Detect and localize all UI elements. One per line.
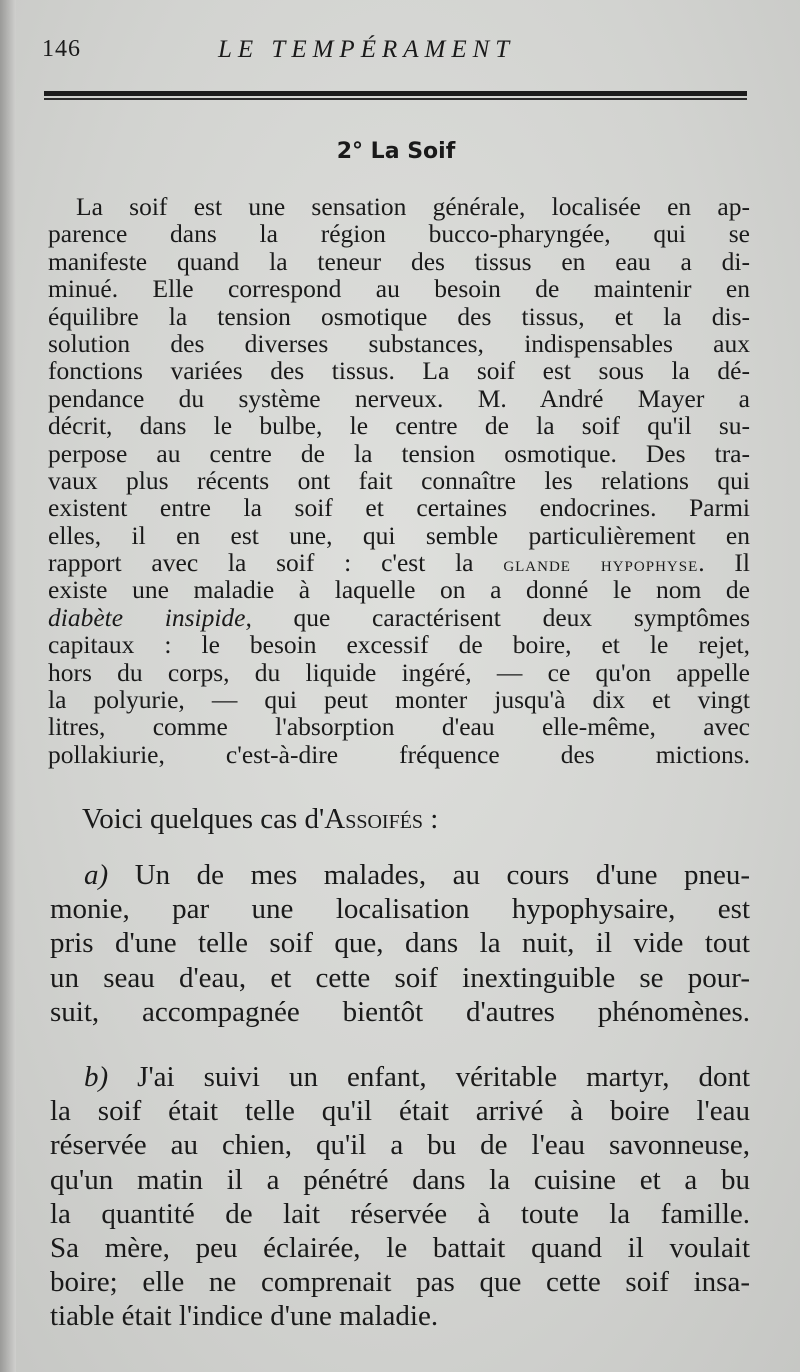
text-line: un seau d'eau, et cette soif inextinguible se pour- — [50, 961, 750, 994]
text-line: décrit, dans le bulbe, le centre de la soif qu'il su- — [48, 411, 750, 441]
text-line: perpose au centre de la tension osmotique. Des tra- — [48, 438, 750, 468]
text-line: existe une maladie à laquelle on a donné le nom de — [48, 575, 750, 605]
text-line: vaux plus récents ont fait connaître les relations qui — [48, 465, 750, 495]
example-marker: a) — [84, 859, 109, 891]
text-line-diabete — [48, 604, 750, 631]
smallcaps-term: glande hypophyse — [503, 551, 699, 577]
text-line: hors du corps, du liquide ingéré, — ce qu'on appelle — [48, 657, 750, 687]
smallcaps-term: Assoifés — [324, 803, 424, 835]
example-b — [50, 1060, 750, 1334]
page-number: 146 — [42, 36, 81, 62]
paragraph-soif — [48, 193, 750, 768]
header-rule-thin — [44, 98, 747, 100]
text-line: solution des diverses substances, indispensables aux — [48, 328, 750, 358]
text-line: boire; elle ne comprenait pas que cette soif insa- — [50, 1266, 750, 1299]
text-line: équilibre la tension osmotique des tissus, et la dis- — [48, 301, 750, 331]
text-run: : — [423, 803, 439, 835]
text-line: elles, il en est une, qui semble particulièrement en — [48, 520, 750, 550]
text-run: J'ai suivi un enfant, véritable martyr, dont — [108, 1061, 750, 1093]
voici-heading — [82, 803, 438, 836]
text-line: pollakiurie, c'est-à-dire fréquence des mictions. — [48, 739, 750, 769]
text-line: pris d'une telle soif que, dans la nuit, il vide tout — [50, 927, 750, 960]
running-title: LE TEMPÉRAMENT — [218, 36, 516, 63]
text-line: pendance du système nerveux. M. André Mayer a — [48, 383, 750, 413]
text-line: la quantité de lait réservée à toute la famille. — [50, 1197, 750, 1230]
text-line: qu'un matin il a pénétré dans la cuisine et a bu — [50, 1163, 750, 1196]
text-line: Sa mère, peu éclairée, le battait quand il voulait — [50, 1231, 750, 1264]
text-run: Voici quelques cas d' — [82, 803, 325, 835]
text-line: manifeste quand la teneur des tissus en eau a di- — [48, 246, 750, 276]
text-line: capitaux : le besoin excessif de boire, et le rejet, — [48, 630, 750, 660]
text-run: que caractérisent deux symptômes — [251, 602, 750, 632]
text-line — [50, 858, 750, 892]
text-line: la soif était telle qu'il était arrivé à boire l'eau — [50, 1095, 750, 1128]
text-line: minué. Elle correspond au besoin de maintenir en — [48, 274, 750, 304]
text-run: Un de mes malades, au cours d'une pneu- — [108, 859, 750, 891]
text-line: suit, accompagnée bientôt d'autres phénomènes. — [50, 995, 750, 1028]
text-line: fonctions variées des tissus. La soif est sous la dé- — [48, 356, 750, 386]
text-run: . Il — [698, 548, 750, 578]
text-line: monie, par une localisation hypophysaire, est — [50, 893, 750, 926]
text-line: existent entre la soif et certaines endocrines. Parmi — [48, 493, 750, 523]
text-line: tiable était l'indice d'une maladie. — [50, 1300, 439, 1333]
text-line: La soif est une sensation générale, localisée en ap- — [76, 192, 750, 221]
text-line-glande — [48, 549, 750, 576]
text-line: la polyurie, — qui peut monter jusqu'à dix et vingt — [48, 685, 750, 715]
text-line — [50, 1060, 750, 1094]
text-line: réservée au chien, qu'il a bu de l'eau savonneuse, — [50, 1129, 750, 1162]
page-header — [42, 36, 745, 76]
text-run: rapport avec la soif : c'est la — [48, 548, 504, 578]
example-marker: b) — [84, 1061, 109, 1093]
italic-term: diabète insipide, — [48, 602, 252, 632]
text-line: parence dans la région bucco-pharyngée, qui se — [48, 219, 750, 249]
page-edge-shadow — [0, 0, 16, 1372]
example-a — [50, 858, 750, 1029]
text-line: litres, comme l'absorption d'eau elle-même, avec — [48, 712, 750, 742]
header-rule-thick — [44, 91, 747, 96]
section-title — [0, 139, 800, 164]
section-title-text: 2° La Soif — [336, 139, 456, 164]
